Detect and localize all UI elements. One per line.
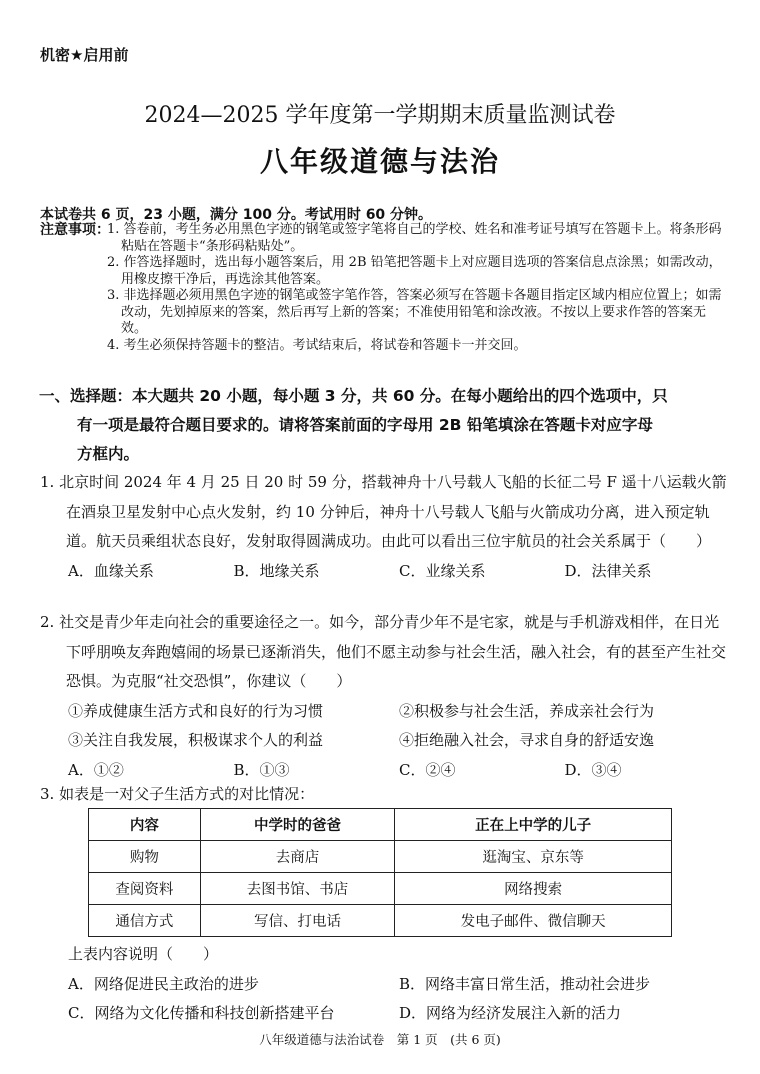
notes-label: 注意事项： <box>40 222 110 238</box>
table-header: 正在上中学的儿子 <box>395 809 672 841</box>
table-cell: 发电子邮件、微信聊天 <box>395 905 672 937</box>
section-line: 有一项是最符合题目要求的。请将答案前面的字母用 2B 铅笔填涂在答题卡对应字母 <box>77 416 653 434</box>
option-a: A．血缘关系 <box>68 561 154 580</box>
page-footer: 八年级道德与法治试卷 第 1 页 (共 6 页) <box>259 1032 501 1047</box>
section-line: 方框内。 <box>77 445 140 463</box>
note-item: 2. 作答选择题时，选出每小题答案后，用 2B 铅笔把答题卡上对应题目选项的答案信息点涂黑；如需改动，用橡皮擦干净后，再选涂其他答案。 <box>107 255 722 287</box>
comparison-table <box>88 808 672 937</box>
option-row <box>40 557 730 587</box>
question-stem: 1. 北京时间 2024 年 4 月 25 日 20 时 59 分，搭载神舟十八号载人飞船的长征二号 F 遥十八运载火箭在酒泉卫星发射中心点火发射，约 10 分钟后，神舟十八号载人飞船与火箭成功分离，进入预定轨道。航天员乘组状态良好，发射取得圆满成功。由此可以看出三位宇航员的社会关系属于（ ） <box>40 473 727 550</box>
table-header-row <box>89 809 672 841</box>
notes-block <box>40 222 730 354</box>
table-cell: 去图书馆、书店 <box>200 873 394 905</box>
question-prompt: 上表内容说明（ ） <box>68 945 219 963</box>
statement-row <box>40 726 730 756</box>
exam-intro: 本试卷共 6 页，23 小题，满分 100 分。考试用时 60 分钟。 <box>40 207 433 223</box>
statement-1: ①养成健康生活方式和良好的行为习惯 <box>68 701 324 720</box>
option-c: C．业缘关系 <box>399 561 486 580</box>
option-row <box>40 999 730 1029</box>
note-item: 4. 考生必须保持答题卡的整洁。考试结束后，将试卷和答题卡一并交回。 <box>107 337 527 353</box>
option-d: D．③④ <box>564 760 622 779</box>
option-a: A．①② <box>68 760 124 779</box>
table-row <box>89 873 672 905</box>
question-3 <box>40 940 730 1029</box>
table-header: 中学时的爸爸 <box>200 809 394 841</box>
question-stem: 2. 社交是青少年走向社会的重要途径之一。如今，部分青少年不是宅家，就是与手机游戏相伴，在日光下呼朋唤友奔跑嬉闹的场景已逐渐消失，他们不愿主动参与社会生活，融入社会，有的甚至产生社交恐惧。为克服“社交恐惧”，你建议（ ） <box>40 613 727 690</box>
table-row <box>89 905 672 937</box>
option-d: D．法律关系 <box>564 561 652 580</box>
question-2 <box>40 608 730 785</box>
option-row <box>40 970 730 1000</box>
option-c: C．网络为文化传播和科技创新搭建平台 <box>68 1004 335 1022</box>
table-header: 内容 <box>89 809 201 841</box>
table-cell: 查阅资料 <box>89 873 201 905</box>
exam-title: 2024—2025 学年度第一学期期末质量监测试卷 <box>144 103 616 128</box>
option-b: B．网络丰富日常生活，推动社会进步 <box>399 974 651 993</box>
table-row <box>89 841 672 873</box>
question-1 <box>40 468 730 586</box>
table-cell: 通信方式 <box>89 905 201 937</box>
section-line: 一、选择题：本大题共 20 小题，每小题 3 分，共 60 分。在每小题给出的四个选项中，只 <box>39 387 668 405</box>
option-b: B．①③ <box>233 760 290 779</box>
option-c: C．②④ <box>399 760 456 779</box>
table-cell: 去商店 <box>200 841 394 873</box>
confidential-label: 机密★启用前 <box>40 46 129 64</box>
option-b: B．地缘关系 <box>233 561 320 580</box>
statement-row <box>40 697 730 727</box>
section-heading <box>40 382 728 469</box>
table-cell: 写信、打电话 <box>200 905 394 937</box>
question-stem: 3. 如表是一对父子生活方式的对比情况： <box>40 785 315 803</box>
note-item: 3. 非选择题必须用黑色字迹的钢笔或签字笔作答，答案必须写在答题卡各题目指定区域内相应位置上；如需改动，先划掉原来的答案，然后再写上新的答案；不准使用铅笔和涂改液。不按以上要求作答的答案无效。 <box>107 288 722 336</box>
statement-3: ③关注自我发展，积极谋求个人的利益 <box>68 731 324 749</box>
note-item: 1. 答卷前，考生务必用黑色字迹的钢笔或签字笔将自己的学校、姓名和准考证号填写在答题卡上。将条形码粘贴在答题卡“条形码粘贴处”。 <box>107 222 722 254</box>
table-cell: 网络搜索 <box>395 873 672 905</box>
table-cell: 逛淘宝、京东等 <box>395 841 672 873</box>
subject-title: 八年级道德与法治 <box>259 145 500 178</box>
option-d: D．网络为经济发展注入新的活力 <box>399 1004 622 1022</box>
question-3-stem <box>40 780 730 810</box>
table-cell: 购物 <box>89 841 201 873</box>
option-a: A．网络促进民主政治的进步 <box>68 974 259 993</box>
statement-2: ②积极参与社会生活，养成亲社会行为 <box>399 701 655 720</box>
statement-4: ④拒绝融入社会，寻求自身的舒适安逸 <box>399 731 655 749</box>
